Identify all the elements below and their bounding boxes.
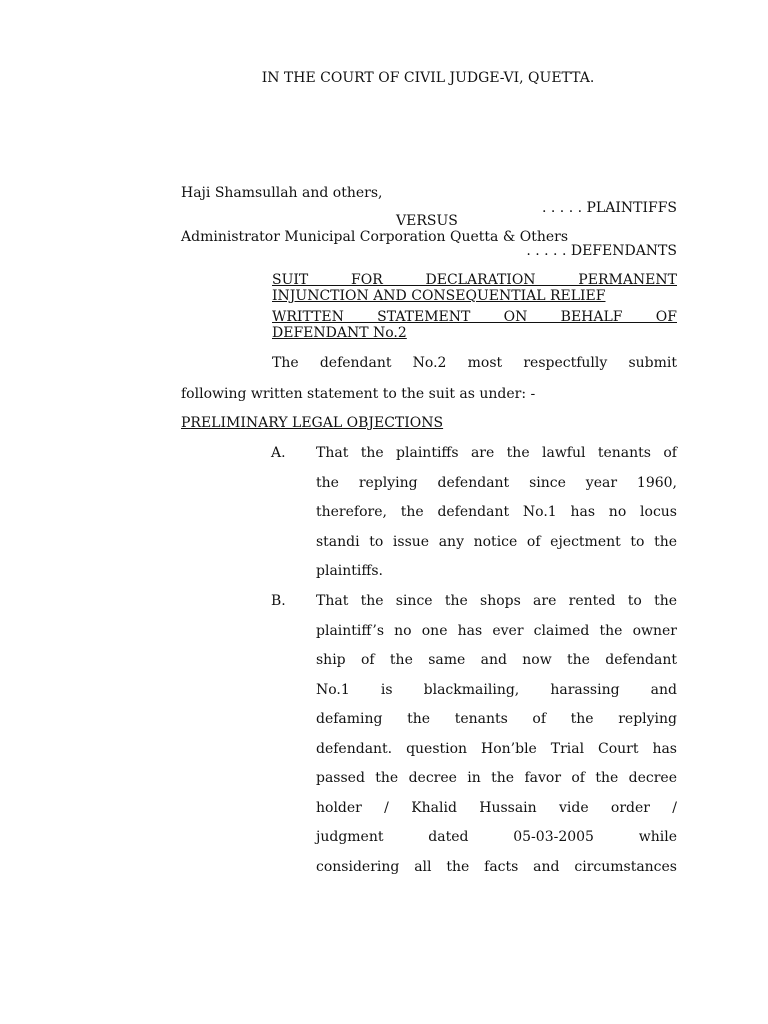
item-b-line: defaming the tenants of the replying — [316, 711, 677, 727]
item-a-line: standi to issue any notice of ejectment to the — [316, 533, 677, 550]
plaintiff-role: . . . . . PLAINTIFFS — [542, 200, 677, 216]
intro-paragraph-line-1 — [272, 355, 677, 371]
item-b-letter: B. — [271, 593, 286, 609]
statement-line-2: DEFENDANT No.2 — [272, 325, 407, 341]
statement-title — [272, 309, 677, 341]
versus-label: VERSUS — [396, 213, 458, 229]
item-a-line: therefore, the defendant No.1 has no locus — [316, 504, 677, 520]
item-b-line: considering all the facts and circumstances — [316, 858, 677, 875]
defendant-role: . . . . . DEFENDANTS — [526, 243, 677, 259]
suit-title — [272, 272, 677, 304]
intro-text-1: The defendant No.2 most respectfully submit — [272, 355, 677, 371]
item-b-text — [316, 587, 677, 882]
plaintiff-name: Haji Shamsullah and others, — [181, 185, 383, 201]
item-a-line: That the plaintiffs are the lawful tenants of — [316, 445, 677, 461]
item-a-text — [316, 439, 677, 587]
item-b-line: judgment dated 05-03-2005 while — [316, 829, 677, 845]
item-b-line: holder / Khalid Hussain vide order / — [316, 799, 677, 816]
defendant-name: Administrator Municipal Corporation Quetta & Others — [181, 229, 569, 245]
item-b-line: ship of the same and now the defendant — [316, 652, 677, 668]
item-a-line: the replying defendant since year 1960, — [316, 474, 677, 491]
court-title: IN THE COURT OF CIVIL JUDGE-VI, QUETTA. — [261, 70, 595, 86]
item-b-line: defendant. question Hon’ble Trial Court has — [316, 740, 677, 757]
suit-line-1: SUIT FOR DECLARATION PERMANENT — [272, 272, 677, 288]
suit-line-2: INJUNCTION AND CONSEQUENTIAL RELIEF — [272, 288, 606, 304]
item-b-line: plaintiff’s no one has ever claimed the owner — [316, 622, 677, 639]
statement-line-1: WRITTEN STATEMENT ON BEHALF OF — [272, 309, 677, 325]
item-a-line: plaintiffs. — [316, 563, 383, 579]
item-a-letter: A. — [271, 445, 286, 461]
objections-heading: PRELIMINARY LEGAL OBJECTIONS — [181, 415, 444, 431]
item-b-line: That the since the shops are rented to the — [316, 593, 677, 609]
item-b-line: No.1 is blackmailing, harassing and — [316, 681, 677, 698]
intro-paragraph-line-2: following written statement to the suit as under: - — [181, 386, 536, 402]
item-b-line: passed the decree in the favor of the decree — [316, 770, 677, 786]
